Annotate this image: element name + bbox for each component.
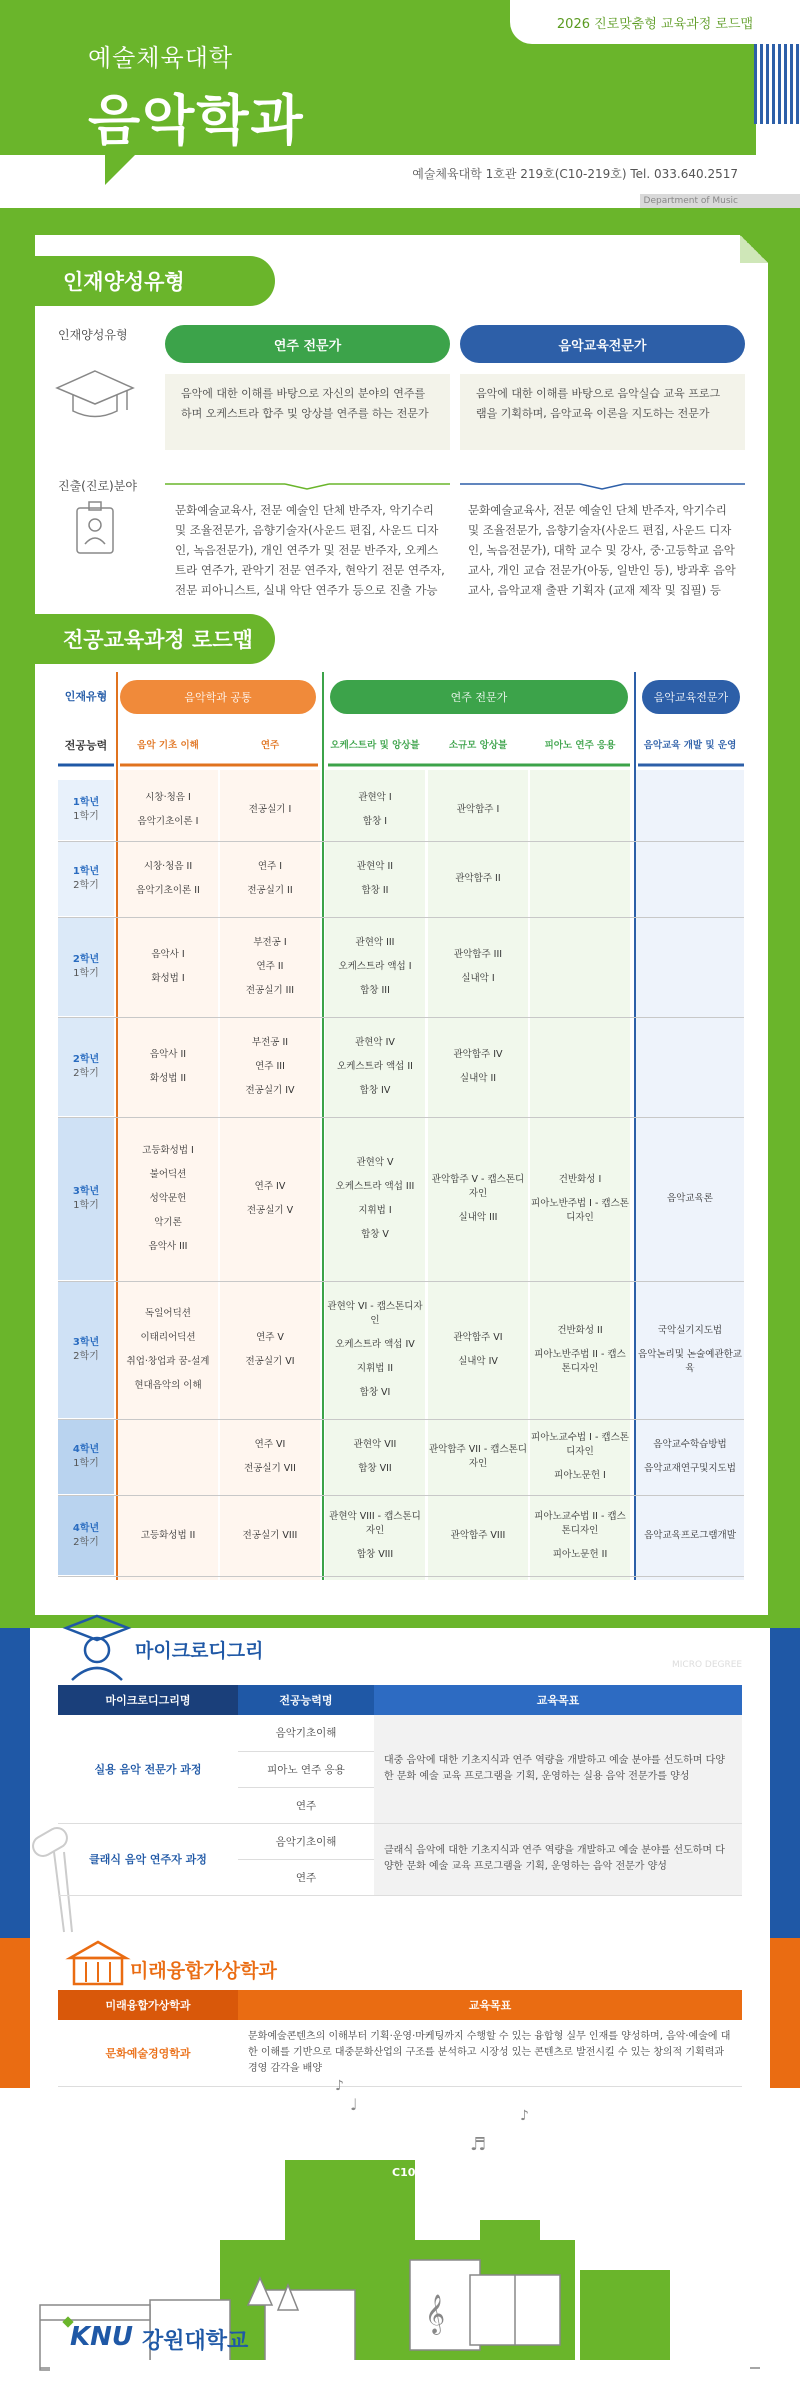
year-text: 1학년 — [72, 866, 100, 877]
course-name: 연주 IV — [254, 1181, 286, 1192]
micro-header-ability: 전공능력명 — [238, 1685, 374, 1715]
course-cell — [530, 1018, 630, 1116]
course-cell — [325, 1018, 425, 1116]
fusion-border-right — [770, 1938, 800, 2088]
micro-goal-0: 대중 음악에 대한 기초지식과 연주 역량을 개발하고 예술 분야를 선도하며 다양한 문화 예술 교육 프로그램을 기획, 운영하는 실용 음악 전문가를 양성 — [374, 1715, 742, 1823]
course-cell — [636, 842, 744, 916]
semester-label — [58, 918, 114, 1016]
micro-border-right — [770, 1628, 800, 1938]
course-cell — [636, 1018, 744, 1116]
course-cell — [220, 1496, 320, 1575]
course-cell — [428, 918, 528, 1016]
graduation-cap-icon — [55, 366, 135, 426]
course-name: 피아노문헌 II — [552, 1548, 608, 1560]
course-cell — [220, 918, 320, 1016]
course-name: 관현악 V — [356, 1157, 394, 1168]
course-name: 오케스트라 액섭 IV — [335, 1339, 415, 1350]
type-header: 인재유형 — [64, 690, 108, 703]
course-cell — [636, 1282, 744, 1418]
group-educator: 음악교육전문가 — [642, 680, 740, 714]
course-name: 현대음악의 이해 — [134, 1380, 202, 1391]
svg-text:𝄞: 𝄞 — [425, 2294, 446, 2334]
type-desc-performer: 음악에 대한 이해를 바탕으로 자신의 분야의 연주를 하며 오케스트라 합주 및 앙상블 연주를 하는 전문가 — [165, 374, 450, 450]
course-name: 합창 VIII — [356, 1548, 394, 1560]
course-name: 음악기초이론 I — [137, 816, 199, 827]
course-name: 음악사 II — [149, 1049, 187, 1060]
semester-label — [58, 1018, 114, 1116]
svg-text:♩: ♩ — [350, 2095, 358, 2114]
course-name: 합창 VII — [358, 1463, 392, 1474]
course-name: 관현악 II — [356, 861, 394, 872]
course-cell — [428, 1420, 528, 1494]
svg-text:♪: ♪ — [520, 2108, 529, 2124]
micro-table — [58, 1685, 742, 1896]
course-name: 오케스트라 액섭 II — [337, 1061, 413, 1072]
course-cell — [118, 842, 218, 916]
course-name: 고등화성법 II — [140, 1529, 196, 1541]
semester-text: 1학기 — [73, 1200, 99, 1211]
course-cell — [530, 1496, 630, 1575]
course-name: 부전공 I — [253, 937, 287, 948]
course-name: 전공실기 V — [246, 1205, 294, 1216]
section-title-talent: 인재양성유형 — [35, 256, 275, 306]
ability-orchestra: 오케스트라 및 앙상블 — [330, 740, 420, 751]
department-en: Department of Music — [640, 194, 800, 208]
course-cell — [325, 918, 425, 1016]
course-name: 전공실기 III — [245, 985, 295, 996]
ability-education: 음악교육 개발 및 운영 — [643, 740, 737, 751]
micro-ability-1-1: 연주 — [238, 1859, 374, 1895]
department-address: 예술체육대학 1호관 219호(C10-219호) Tel. 033.640.2517 — [412, 167, 738, 181]
micro-ability-0-2: 연주 — [238, 1787, 374, 1823]
course-cell — [636, 780, 744, 840]
course-name: 합창 I — [362, 816, 388, 827]
course-name: 관현악 VIII - 캡스톤디자인 — [329, 1510, 421, 1536]
course-name: 지휘법 I — [358, 1205, 392, 1216]
course-name: 취업·창업과 꿈-설계 — [126, 1356, 210, 1367]
course-cell — [530, 1118, 630, 1280]
micro-header-name: 마이크로디그리명 — [58, 1685, 238, 1715]
course-name: 실내악 III — [458, 1212, 498, 1223]
course-cell — [530, 780, 630, 840]
course-cell — [220, 1018, 320, 1116]
course-name: 합창 II — [361, 885, 389, 896]
semester-label — [58, 842, 114, 916]
micro-goal-1: 클래식 음악에 대한 기초지식과 연주 역량을 개발하고 예술 분야를 선도하며 다양한 문화 예술 교육 프로그램을 기획, 운영하는 음악 전문가 양성 — [374, 1823, 742, 1895]
ability-header: 전공능력 — [64, 739, 108, 752]
course-name: 연주 VI — [254, 1439, 286, 1450]
course-cell — [118, 918, 218, 1016]
ability-small-ensemble: 소규모 앙상블 — [448, 740, 508, 751]
course-name: 국악실기지도법 — [657, 1325, 723, 1336]
college-name: 예술체육대학 — [88, 44, 234, 72]
divider-performer — [165, 478, 450, 490]
course-cell — [636, 1496, 744, 1575]
fusion-goal-0: 문화예술콘텐츠의 이해부터 기획·운영·마케팅까지 수행할 수 있는 융합형 실무 인재를 양성하며, 음악·예술에 대한 이해를 기반으로 대중문화산업의 구조를 분석하고 시장성 있는 콘텐츠로 발전시킬 수 있는 창의적 기획력과 경영 감각을 배양 — [238, 2020, 742, 2086]
course-name: 전공실기 VIII — [242, 1529, 298, 1541]
course-name: 악기론 — [154, 1217, 182, 1228]
header-notch — [105, 155, 135, 185]
logo-bar — [50, 2360, 750, 2393]
course-name: 관악합주 III — [453, 949, 503, 960]
ability-piano: 피아노 연주 응용 — [544, 740, 616, 751]
semester-text: 1학기 — [73, 968, 99, 979]
course-name: 피아노문헌 I — [554, 1470, 606, 1481]
course-name: 연주 II — [256, 961, 284, 972]
micro-ability-0-0: 음악기초이해 — [238, 1715, 374, 1751]
course-name: 합창 IV — [359, 1085, 391, 1096]
year-text: 3학년 — [72, 1337, 100, 1348]
semester-text: 1학기 — [73, 811, 99, 822]
course-cell — [325, 1118, 425, 1280]
course-cell — [428, 1018, 528, 1116]
course-cell — [428, 842, 528, 916]
course-cell — [428, 1496, 528, 1575]
micro-title: 마이크로디그리 — [135, 1640, 264, 1662]
course-name: 실내악 II — [459, 1073, 497, 1084]
semester-text: 1학기 — [73, 1458, 99, 1469]
group-divider — [322, 672, 324, 1580]
micro-name-0: 실용 음악 전문가 과정 — [58, 1715, 238, 1823]
course-name: 전공실기 VII — [244, 1463, 296, 1474]
course-cell — [118, 1496, 218, 1575]
course-cell — [530, 1282, 630, 1418]
course-name: 전공실기 IV — [245, 1085, 295, 1096]
course-cell — [428, 780, 528, 840]
course-name: 불어딕션 — [149, 1169, 187, 1180]
course-name: 피아노교수법 II - 캡스톤디자인 — [534, 1510, 626, 1536]
course-name: 연주 I — [257, 861, 283, 872]
semester-label — [58, 1420, 114, 1494]
header-underline — [58, 760, 744, 770]
course-name: 음악논리및 논술예관한교육 — [638, 1349, 742, 1374]
course-name: 부전공 II — [251, 1037, 289, 1048]
micro-header-goal: 교육목표 — [374, 1685, 742, 1715]
course-name: 시창·청음 I — [145, 792, 191, 803]
year-text: 3학년 — [72, 1186, 100, 1197]
building-label: C10 — [392, 2166, 416, 2179]
header — [0, 0, 800, 206]
semester-text: 2학기 — [73, 1068, 99, 1079]
page-fold-corner — [740, 235, 768, 263]
course-cell — [220, 780, 320, 840]
course-cell — [118, 780, 218, 840]
course-cell — [428, 1118, 528, 1280]
course-name: 화성법 II — [149, 1073, 187, 1084]
type-pill-educator: 음악교육전문가 — [460, 325, 745, 363]
career-label: 진출(진로)분야 — [58, 479, 137, 493]
group-performer: 연주 전문가 — [330, 680, 628, 714]
course-cell — [530, 1420, 630, 1494]
course-name: 관악합주 VI — [453, 1332, 503, 1343]
course-cell — [220, 1420, 320, 1494]
semester-label — [58, 1496, 114, 1575]
year-text: 2학년 — [72, 954, 100, 965]
course-cell — [325, 842, 425, 916]
micro-name-1: 클래식 음악 연주자 과정 — [58, 1823, 238, 1895]
type-desc-educator: 음악에 대한 이해를 바탕으로 음악실습 교육 프로그램을 기획하며, 음악교육 이론을 지도하는 전문가 — [460, 374, 745, 450]
svg-text:♬: ♬ — [470, 2134, 487, 2155]
course-name: 관악합주 II — [455, 873, 501, 884]
course-name: 실내악 I — [461, 973, 495, 984]
course-name: 화성법 I — [151, 973, 185, 984]
semester-text: 2학기 — [73, 1536, 99, 1548]
course-name: 음악교재연구및지도법 — [644, 1463, 736, 1474]
course-name: 전공실기 VI — [245, 1356, 295, 1367]
course-name: 지휘법 II — [356, 1363, 394, 1374]
building-icon — [66, 1938, 130, 1988]
course-name: 관현악 VII — [353, 1439, 397, 1450]
semester-label — [58, 1118, 114, 1280]
course-cell — [636, 918, 744, 1016]
group-common: 음악학과 공통 — [120, 680, 316, 714]
course-cell — [325, 1420, 425, 1494]
year-text: 1학년 — [72, 797, 100, 808]
course-name: 관악합주 VII - 캡스톤디자인 — [428, 1444, 527, 1469]
semester-label — [58, 1282, 114, 1418]
course-name: 건반화성 I — [558, 1174, 602, 1185]
year-text: 4학년 — [72, 1444, 100, 1455]
course-name: 관현악 I — [358, 792, 392, 803]
course-name: 고등화성법 I — [142, 1145, 194, 1156]
fusion-header-name: 미래융합가상학과 — [58, 1990, 238, 2020]
type-label: 인재양성유형 — [58, 328, 128, 342]
course-cell — [530, 842, 630, 916]
svg-text:♪: ♪ — [335, 2078, 344, 2094]
id-badge-icon — [75, 500, 115, 555]
section-title-roadmap: 전공교육과정 로드맵 — [35, 614, 275, 664]
course-name: 연주 III — [255, 1061, 285, 1072]
year-text: 2학년 — [72, 1054, 100, 1065]
fusion-table — [58, 1990, 742, 2087]
course-name: 음악교육프로그램개발 — [644, 1529, 736, 1541]
course-cell — [118, 1018, 218, 1116]
course-name: 오케스트라 액섭 III — [335, 1181, 415, 1192]
course-name: 전공실기 I — [248, 804, 292, 815]
course-name: 실내악 IV — [458, 1356, 498, 1367]
roadmap-tag: 2026 진로맞춤형 교육과정 로드맵 — [510, 0, 800, 44]
course-name: 합창 V — [361, 1229, 389, 1240]
course-name: 음악교수학습방법 — [653, 1439, 727, 1450]
course-name: 관악합주 V - 캡스톤디자인 — [431, 1174, 525, 1199]
fusion-border-left — [0, 1938, 30, 2088]
fusion-name-0: 문화예술경영학과 — [58, 2020, 238, 2086]
course-name: 독일어딕션 — [145, 1308, 191, 1319]
course-name: 연주 V — [256, 1332, 284, 1343]
divider-educator — [460, 478, 745, 490]
career-performer: 문화예술교육사, 전문 예술인 단체 반주자, 악기수리 및 조율전문가, 음향기술자(사운드 편집, 사운드 디자인, 녹음전문가), 개인 연주가 및 전문 반주자, 오케스트라 연주가, 관악기 전문 연주자, 현악기 전문 연주자, 전문 피아니스트, 실내 악단 연주가 등으로 진출 가능 — [175, 503, 445, 597]
year-text: 4학년 — [72, 1522, 100, 1534]
course-name: 피아노반주법 II - 캡스톤디자인 — [534, 1349, 626, 1374]
micro-watermark: MICRO DEGREE — [672, 1660, 743, 1670]
micro-ability-0-1: 피아노 연주 응용 — [238, 1751, 374, 1787]
course-cell — [636, 1420, 744, 1494]
type-pill-performer: 연주 전문가 — [165, 325, 450, 363]
course-name: 관악합주 VIII — [450, 1529, 506, 1541]
course-name: 건반화성 II — [557, 1325, 603, 1336]
course-name: 음악사 I — [151, 949, 185, 960]
course-name: 시창·청음 II — [143, 861, 193, 872]
course-cell — [118, 1420, 218, 1494]
course-name: 이태리어딕션 — [140, 1332, 196, 1343]
course-name: 관악합주 IV — [453, 1049, 503, 1060]
course-name: 관현악 IV — [355, 1037, 395, 1048]
course-name: 전공실기 II — [247, 885, 293, 896]
course-cell — [118, 1282, 218, 1418]
fusion-title: 미래융합가상학과 — [130, 1960, 277, 1982]
course-name: 피아노반주법 I - 캡스톤디자인 — [531, 1198, 629, 1223]
micro-ability-1-0: 음악기초이해 — [238, 1823, 374, 1859]
course-cell — [325, 1282, 425, 1418]
course-cell — [636, 1118, 744, 1280]
course-cell — [325, 1496, 425, 1575]
course-name: 음악사 III — [148, 1241, 188, 1252]
course-cell — [530, 918, 630, 1016]
semester-text: 2학기 — [73, 1351, 99, 1362]
course-name: 음악교육론 — [667, 1193, 713, 1204]
university-name: 강원대학교 — [142, 2329, 249, 2354]
row-divider — [58, 1576, 744, 1577]
course-name: 성악문헌 — [149, 1193, 187, 1204]
course-name: 관현악 III — [355, 937, 395, 948]
course-cell — [118, 1118, 218, 1280]
course-cell — [220, 1118, 320, 1280]
semester-text: 2학기 — [73, 880, 99, 891]
course-name: 피아노교수법 I - 캡스톤디자인 — [531, 1432, 629, 1457]
course-name: 음악기초이론 II — [136, 885, 200, 896]
course-cell — [428, 1282, 528, 1418]
course-cell — [325, 780, 425, 840]
career-educator: 문화예술교육사, 전문 예술인 단체 반주자, 악기수리 및 조율전문가, 음향기술자(사운드 편집, 사운드 디자인, 녹음전문가), 대학 교수 및 강사, 중·고등학교 음악 교사, 개인 교습 전문가(아동, 일반인 등), 방과후 음악교사, 음악교재 출판 기획자 (교재 제작 및 집필) 등 — [468, 503, 736, 597]
fusion-header-goal: 교육목표 — [238, 1990, 742, 2020]
department-title: 음악학과 — [88, 89, 305, 152]
semester-label — [58, 780, 114, 840]
course-name: 합창 III — [360, 985, 390, 996]
ability-music-basics: 음악 기초 이해 — [137, 740, 199, 751]
ability-performance: 연주 — [260, 740, 280, 751]
graduate-person-icon — [62, 1612, 132, 1682]
course-cell — [220, 842, 320, 916]
knu-logo: KNU — [70, 2322, 134, 2352]
course-name: 관악합주 I — [456, 804, 500, 815]
stripe-decoration — [754, 44, 800, 124]
course-cell — [220, 1282, 320, 1418]
course-name: 관현악 VI - 캡스톤디자인 — [327, 1301, 423, 1326]
course-name: 합창 VI — [359, 1387, 391, 1398]
course-name: 오케스트라 액섭 I — [338, 961, 412, 972]
